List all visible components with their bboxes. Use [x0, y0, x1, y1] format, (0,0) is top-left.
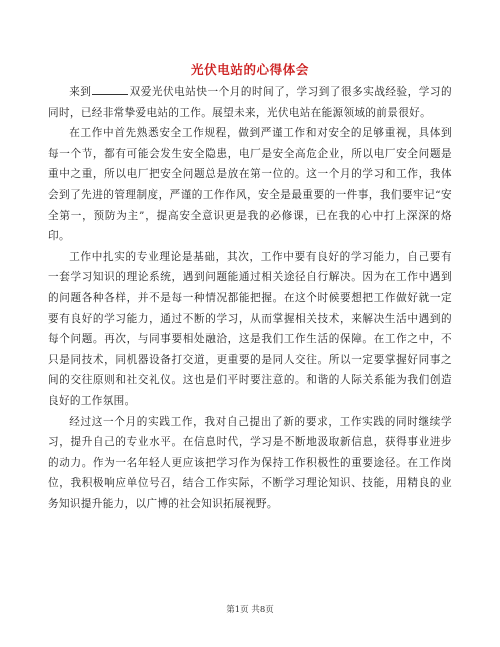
fill-in-blank — [92, 83, 128, 95]
paragraph-1-lead: 来到 — [69, 86, 92, 98]
document-title: 光伏电站的心得体会 — [191, 62, 309, 77]
paragraph-3: 工作中扎实的专业理论是基础，其次，工作中要有良好的学习能力，自己要有一套学习知识的理论系统，遇到问题能通过相关途径自行解决。因为在工作中遇到的问题各种各样，并不是每一种情况都能把握。在这个时候要想把工作做好就一定要有良好的学习能力，通过不断的学习，从而掌握相关技术，来解决生活中遇到的每个问题。再次，与同事要相处融洽，这是我们工作生活的保障。在工作之中，不只是同技术，同机器设备打交道，更重要的是同人交往。所以一定要掌握好同事之间的交往原则和社交礼仪。这也是们平时要注意的。和谐的人际关系能为我们创造良好的工作氛围。 — [48, 250, 452, 407]
paragraph-2: 在工作中首先熟悉安全工作规程，做到严谨工作和对安全的足够重视，具体到每一个节，都有可能会发生安全隐患，电厂是安全高危企业，所以电厂安全问题是重中之重，所以电厂把安全问题总是放在第一位的。这一个月的学习和工作，我体会到了先进的管理制度，严谨的工作作风，安全是最重要的一件事，我们要牢记“安全第一，预防为主”，提高安全意识更是我的必修课，已在我的心中打上深深的烙印。 — [48, 127, 452, 243]
paragraph-1 — [48, 82, 452, 123]
document-body — [48, 82, 452, 514]
page-number-footer: 第1页 共8页 — [226, 605, 274, 615]
paragraph-1-rest: 双爱光伏电站快一个月的时间了，学习到了很多实战经验，学习的同时，已经非常挚爱电站的工作。展望未来，光伏电站在能源领域的前景很好。 — [48, 86, 452, 119]
paragraph-4: 经过这一个月的实践工作，我对自己提出了新的要求，工作实践的同时继续学习，提升自己的专业水平。在信息时代，学习是不断地汲取新信息，获得事业进步的动力。作为一名年轻人更应该把学习作为保持工作积极性的重要途径。在工作岗位，我积极响应单位号召，结合工作实际，不断学习理论知识、技能，用精良的业务知识提升能力，以广博的社会知识拓展视野。 — [48, 415, 452, 510]
